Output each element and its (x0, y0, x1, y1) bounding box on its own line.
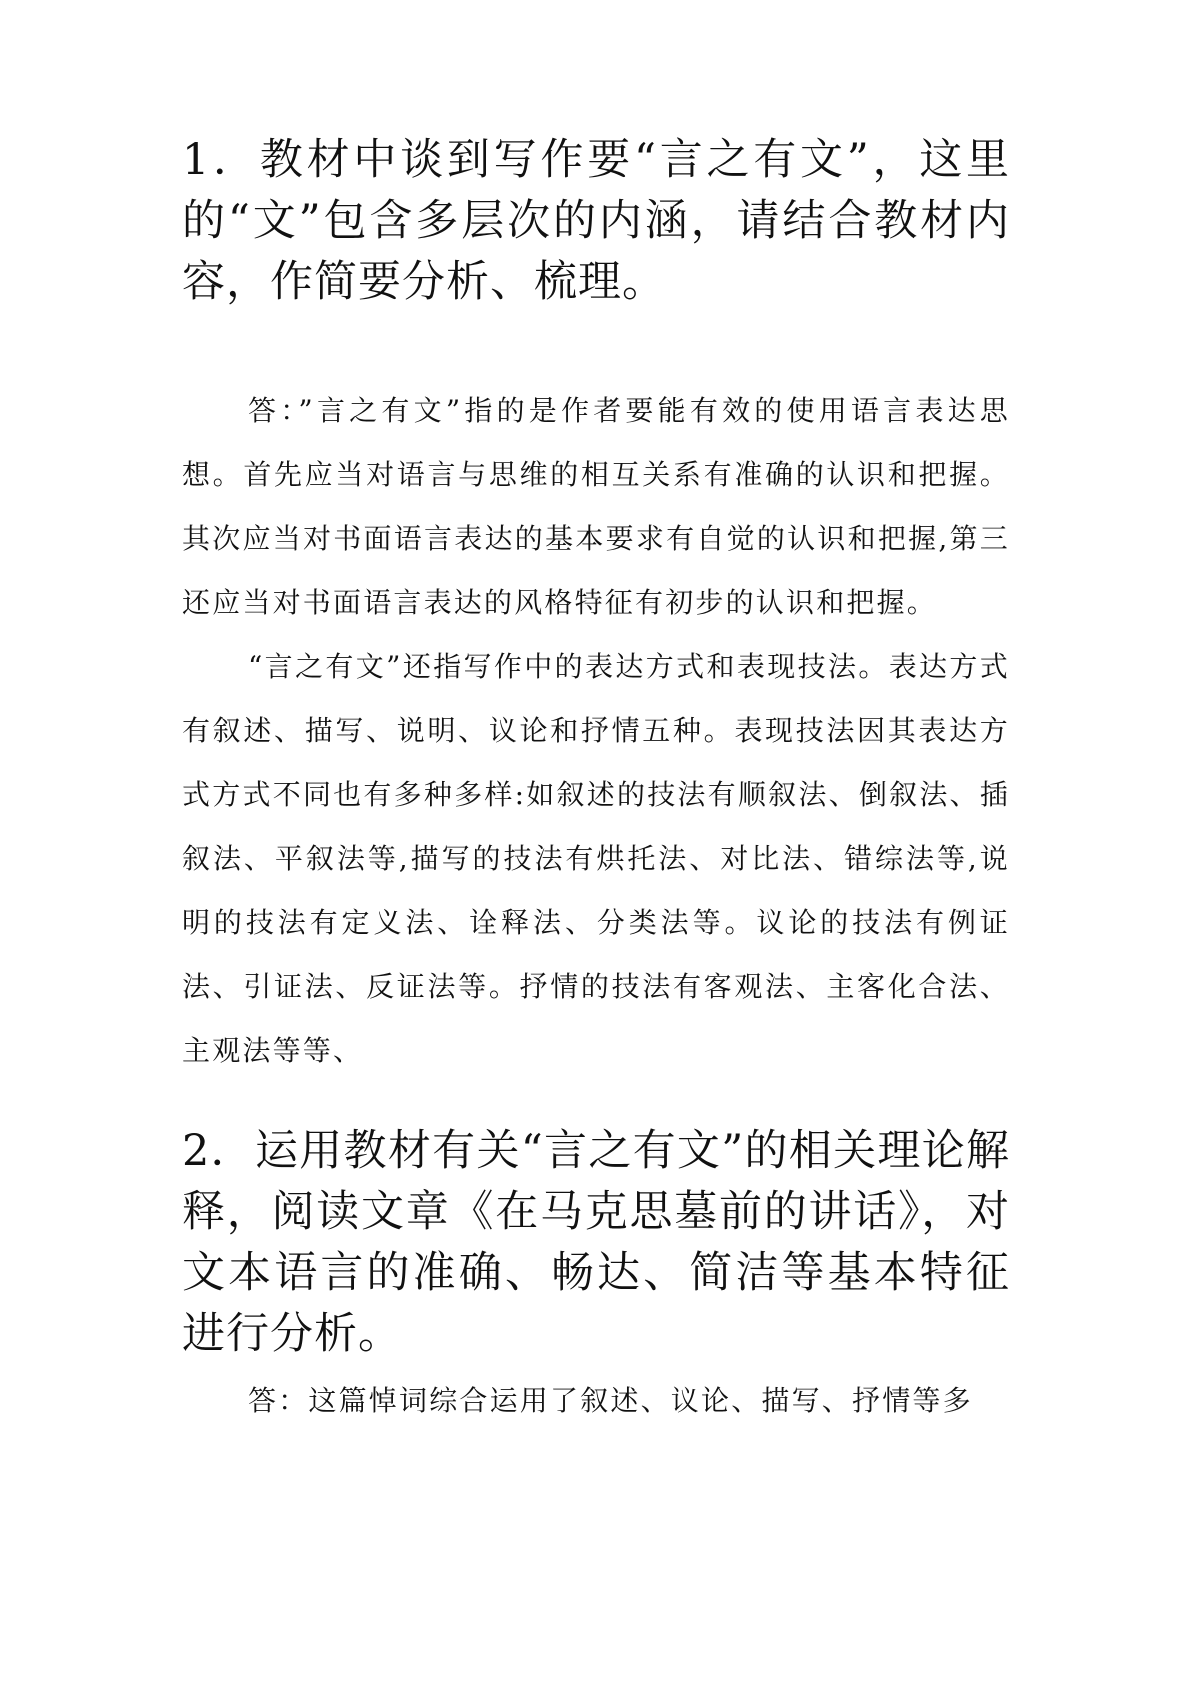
answer-2-paragraph-1: 答：这篇悼词综合运用了叙述、议论、描写、抒情等多 (248, 1384, 973, 1417)
question-2: 2．运用教材有关“言之有文”的相关理论解释，阅读文章《在马克思墓前的讲话》，对文本语言的准确、畅达、简洁等基本特征进行分析。 (182, 1126, 1010, 1359)
answer-1-paragraph-2: “言之有文”还指写作中的表达方式和表现技法。表达方式有叙述、描写、说明、议论和抒情五种。表现技法因其表达方式方式不同也有多种多样:如叙述的技法有顺叙法、倒叙法、插叙法、平叙法等,描写的技法有烘托法、对比法、错综法等,说明的技法有定义法、诠释法、分类法等。议论的技法有例证法、引证法、反证法等。抒情的技法有客观法、主客化合法、主观法等等、 (182, 650, 1010, 1067)
question-1: 1．教材中谈到写作要“言之有文”，这里的“文”包含多层次的内涵，请结合教材内容，作简要分析、梳理。 (182, 135, 1010, 307)
answer-1 (182, 379, 1010, 1083)
answer-1-paragraph-1: 答：”言之有文”指的是作者要能有效的使用语言表达思想。首先应当对语言与思维的相互关系有准确的认识和把握。其次应当对书面语言表达的基本要求有自觉的认识和把握,第三还应当对书面语言表达的风格特征有初步的认识和把握。 (182, 394, 1010, 619)
document-page (182, 0, 1010, 1433)
answer-2 (182, 1369, 1010, 1433)
